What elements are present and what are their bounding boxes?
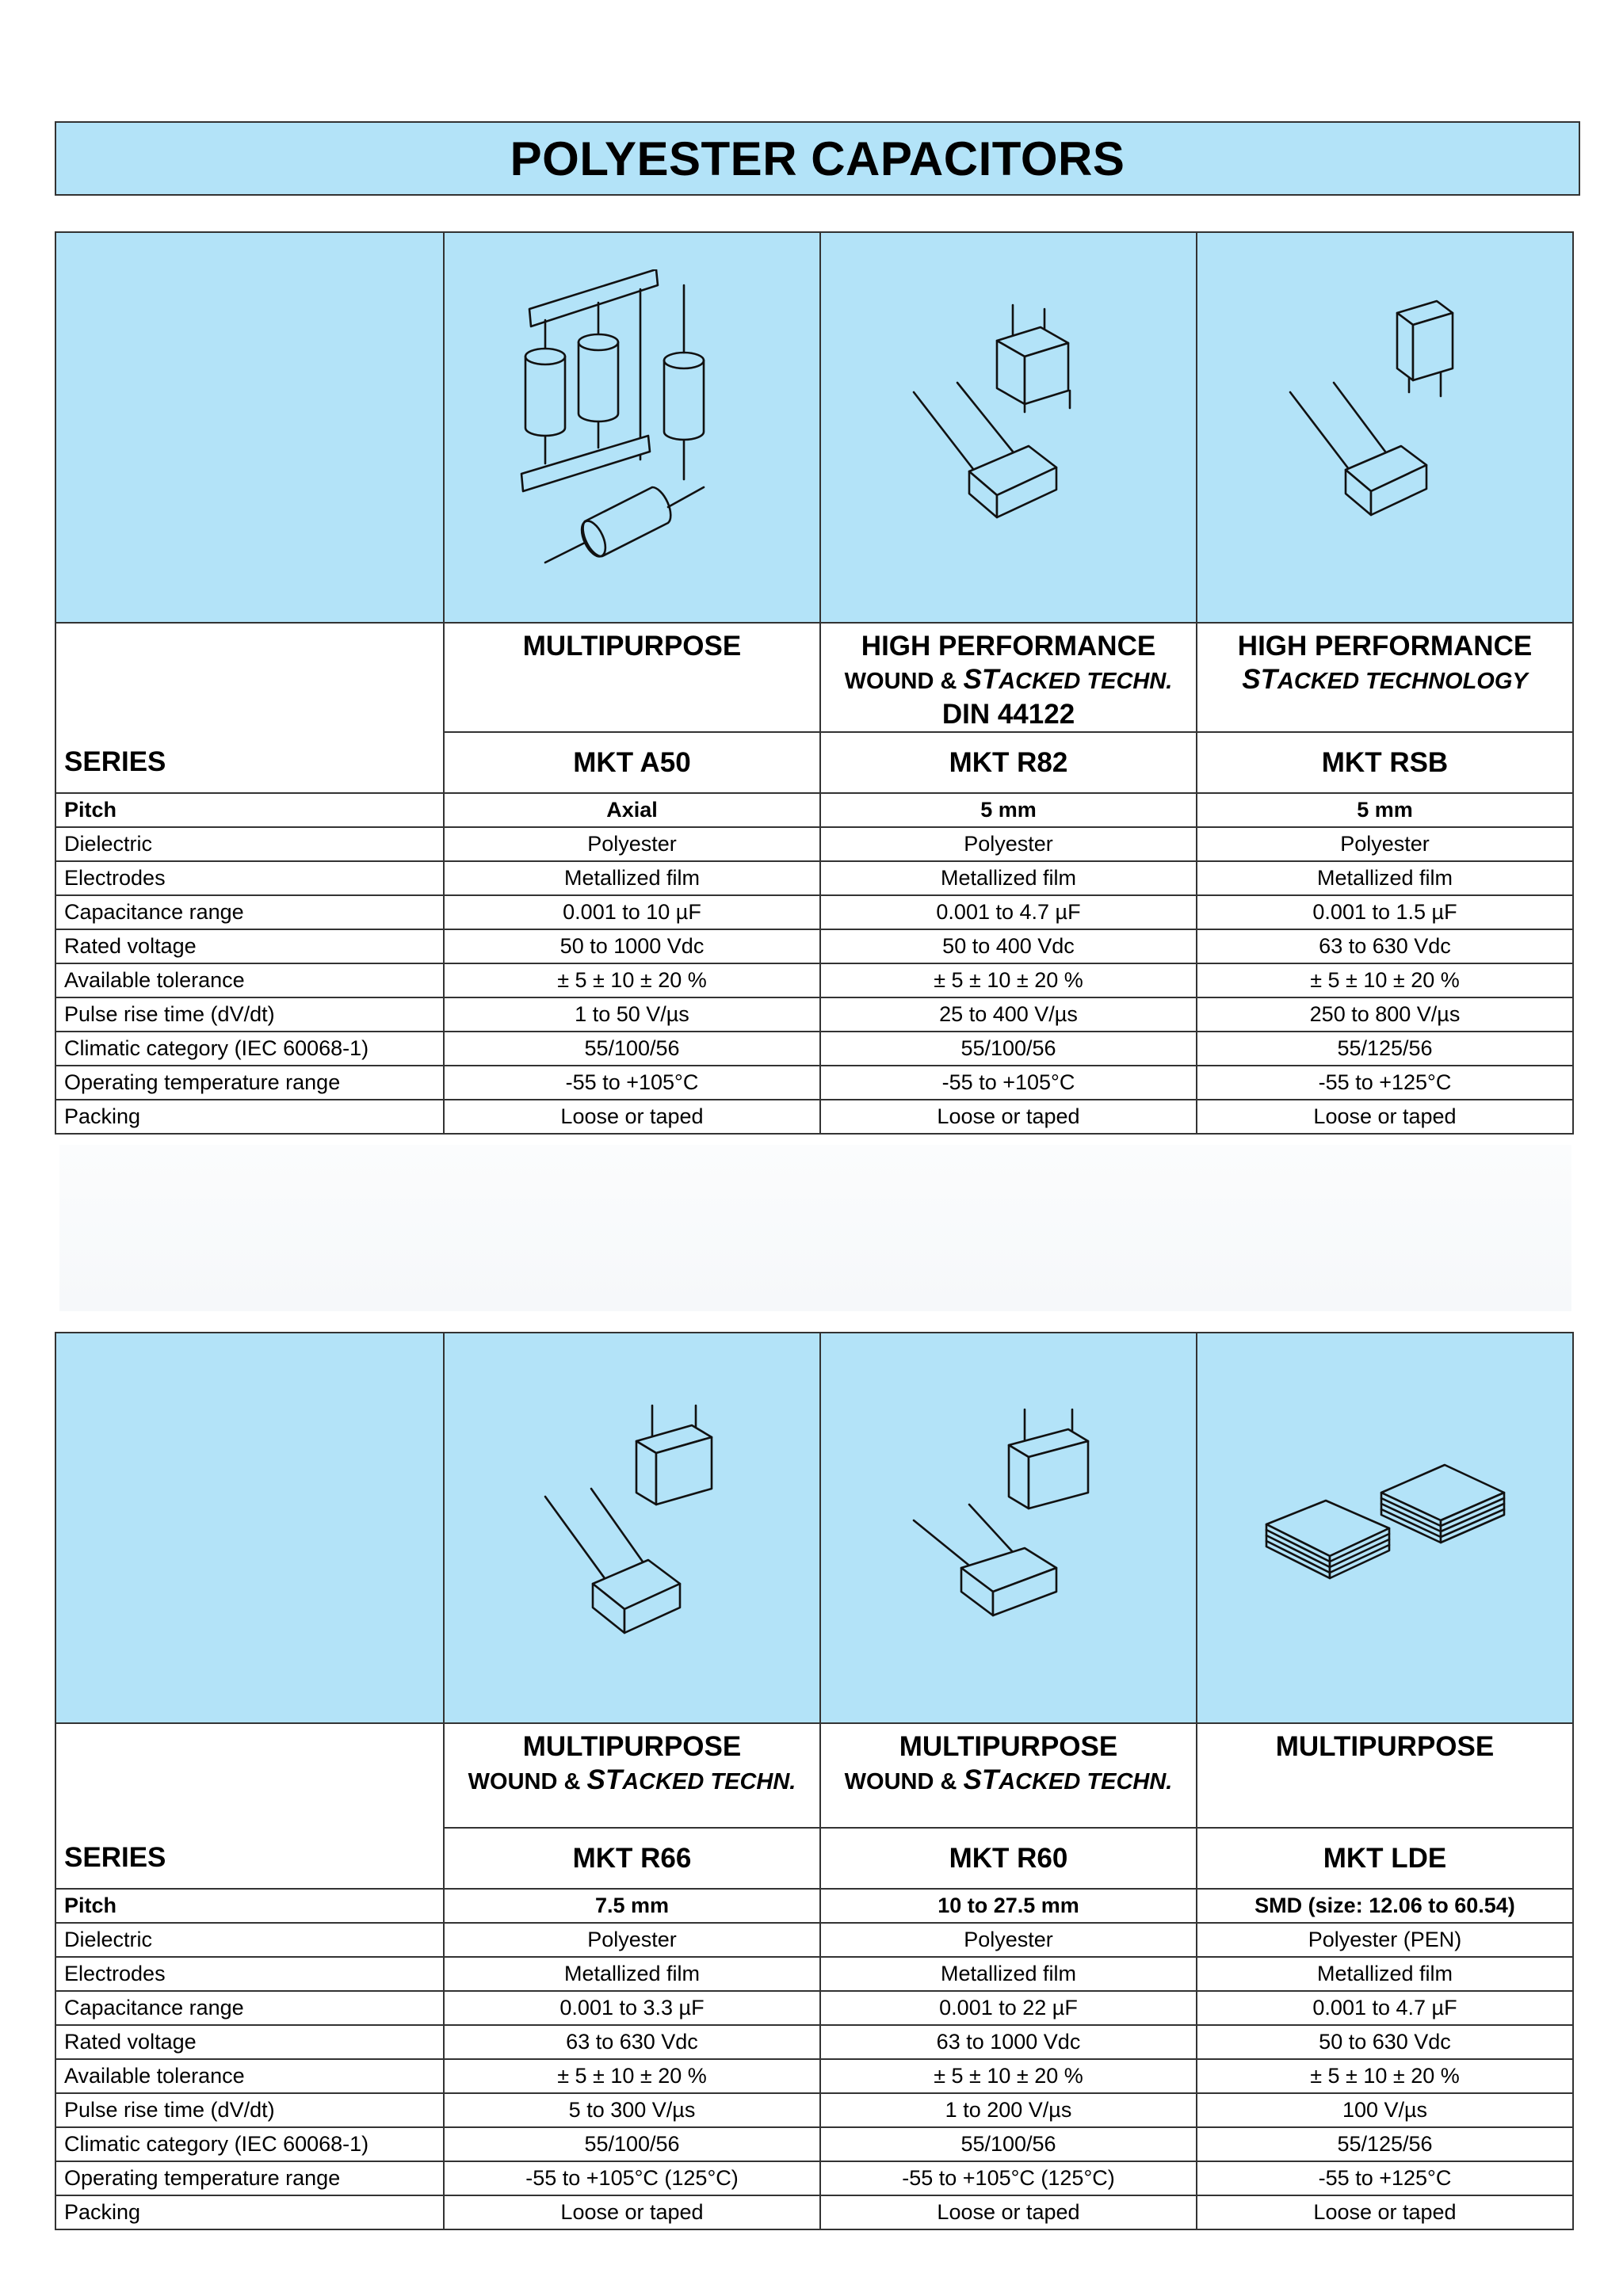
parameter-value: 5 mm bbox=[1197, 793, 1573, 827]
parameter-label: Pitch bbox=[55, 793, 444, 827]
spec-table-2 bbox=[55, 1332, 1574, 2230]
smd-capacitor-icon bbox=[1254, 1398, 1516, 1659]
parameter-value: ± 5 ± 10 ± 20 % bbox=[820, 963, 1197, 997]
category-label: HIGH PERFORMANCE bbox=[861, 631, 1156, 662]
parameter-value: 1 to 200 V/µs bbox=[820, 2093, 1197, 2127]
blank-cell bbox=[55, 1723, 444, 1828]
series-name: MKT R60 bbox=[820, 1828, 1197, 1889]
parameter-value: Axial bbox=[444, 793, 820, 827]
parameter-label: Packing bbox=[55, 2195, 444, 2229]
parameter-label: Rated voltage bbox=[55, 2025, 444, 2059]
parameter-row bbox=[55, 2093, 1573, 2127]
category-row bbox=[55, 1723, 1573, 1828]
parameter-value: Polyester bbox=[820, 1923, 1197, 1957]
series-row bbox=[55, 1828, 1573, 1889]
parameter-value: 55/100/56 bbox=[820, 2127, 1197, 2161]
category-cell bbox=[444, 1723, 820, 1828]
parameter-label: Pitch bbox=[55, 1889, 444, 1923]
parameter-label: Capacitance range bbox=[55, 895, 444, 929]
parameter-value: Loose or taped bbox=[820, 1100, 1197, 1134]
parameter-label: Electrodes bbox=[55, 1957, 444, 1991]
parameter-value: 63 to 630 Vdc bbox=[1197, 929, 1573, 963]
parameter-value: -55 to +125°C bbox=[1197, 1066, 1573, 1100]
parameter-value: -55 to +125°C bbox=[1197, 2161, 1573, 2195]
parameter-label: Dielectric bbox=[55, 827, 444, 861]
parameter-value: Loose or taped bbox=[1197, 1100, 1573, 1134]
category-label: MULTIPURPOSE bbox=[899, 1731, 1118, 1762]
parameter-value: 55/100/56 bbox=[820, 1032, 1197, 1066]
parameter-value: 5 mm bbox=[820, 793, 1197, 827]
parameter-value: Polyester bbox=[444, 1923, 820, 1957]
image-cell bbox=[1197, 1333, 1573, 1723]
parameter-rows bbox=[55, 793, 1573, 1134]
blank-image-cell bbox=[55, 232, 444, 623]
technology-label: STACKED TECHNOLOGY bbox=[1242, 664, 1528, 695]
page-title: POLYESTER CAPACITORS bbox=[510, 132, 1125, 185]
parameter-row bbox=[55, 793, 1573, 827]
parameter-value: Metallized film bbox=[1197, 861, 1573, 895]
box-capacitor-icon bbox=[906, 297, 1112, 559]
parameter-value: 0.001 to 4.7 µF bbox=[1197, 1991, 1573, 2025]
image-cell bbox=[820, 1333, 1197, 1723]
parameter-label: Electrodes bbox=[55, 861, 444, 895]
image-cell bbox=[1197, 232, 1573, 623]
parameter-value: Polyester bbox=[820, 827, 1197, 861]
parameter-value: ± 5 ± 10 ± 20 % bbox=[820, 2059, 1197, 2093]
parameter-label: Climatic category (IEC 60068-1) bbox=[55, 2127, 444, 2161]
parameter-value: 5 to 300 V/µs bbox=[444, 2093, 820, 2127]
parameter-row bbox=[55, 1957, 1573, 1991]
parameter-row bbox=[55, 895, 1573, 929]
parameter-label: Operating temperature range bbox=[55, 2161, 444, 2195]
parameter-label: Packing bbox=[55, 1100, 444, 1134]
parameter-label: Available tolerance bbox=[55, 2059, 444, 2093]
parameter-value: Polyester (PEN) bbox=[1197, 1923, 1573, 1957]
parameter-row bbox=[55, 1923, 1573, 1957]
parameter-row bbox=[55, 1032, 1573, 1066]
parameter-row bbox=[55, 929, 1573, 963]
parameter-value: ± 5 ± 10 ± 20 % bbox=[444, 2059, 820, 2093]
parameter-label: Operating temperature range bbox=[55, 1066, 444, 1100]
parameter-value: 250 to 800 V/µs bbox=[1197, 997, 1573, 1032]
parameter-value: -55 to +105°C bbox=[820, 1066, 1197, 1100]
parameter-row bbox=[55, 861, 1573, 895]
parameter-label: Pulse rise time (dV/dt) bbox=[55, 2093, 444, 2127]
parameter-value: 7.5 mm bbox=[444, 1889, 820, 1923]
technology-label: WOUND & STACKED TECHN. bbox=[468, 1764, 796, 1795]
parameter-row bbox=[55, 963, 1573, 997]
parameter-row bbox=[55, 1100, 1573, 1134]
parameter-value: SMD (size: 12.06 to 60.54) bbox=[1197, 1889, 1573, 1923]
category-cell bbox=[1197, 1723, 1573, 1828]
category-cell bbox=[820, 623, 1197, 732]
series-name: MKT R66 bbox=[444, 1828, 820, 1889]
parameter-row bbox=[55, 2025, 1573, 2059]
box-capacitor-icon bbox=[906, 1398, 1112, 1659]
parameter-value: 100 V/µs bbox=[1197, 2093, 1573, 2127]
parameter-value: Loose or taped bbox=[1197, 2195, 1573, 2229]
parameter-label: Available tolerance bbox=[55, 963, 444, 997]
category-label: MULTIPURPOSE bbox=[522, 1731, 742, 1762]
parameter-value: Metallized film bbox=[1197, 1957, 1573, 1991]
parameter-value: 55/100/56 bbox=[444, 2127, 820, 2161]
parameter-value: 50 to 1000 Vdc bbox=[444, 929, 820, 963]
axial-capacitor-icon bbox=[514, 269, 751, 586]
parameter-value: -55 to +105°C (125°C) bbox=[444, 2161, 820, 2195]
title-banner bbox=[55, 121, 1580, 196]
parameter-value: ± 5 ± 10 ± 20 % bbox=[1197, 2059, 1573, 2093]
box-capacitor-icon bbox=[1282, 297, 1488, 559]
series-name: MKT A50 bbox=[444, 732, 820, 793]
series-label: SERIES bbox=[55, 1828, 444, 1889]
parameter-row bbox=[55, 1066, 1573, 1100]
parameter-value: -55 to +105°C bbox=[444, 1066, 820, 1100]
spec-table-1 bbox=[55, 231, 1574, 1135]
category-cell bbox=[444, 623, 820, 732]
image-row bbox=[55, 232, 1573, 623]
image-cell bbox=[444, 232, 820, 623]
parameter-value: 50 to 630 Vdc bbox=[1197, 2025, 1573, 2059]
parameter-value: 63 to 630 Vdc bbox=[444, 2025, 820, 2059]
series-name: MKT RSB bbox=[1197, 732, 1573, 793]
technology-label: WOUND & STACKED TECHN. bbox=[844, 1764, 1173, 1795]
parameter-label: Pulse rise time (dV/dt) bbox=[55, 997, 444, 1032]
image-cell bbox=[444, 1333, 820, 1723]
category-label: HIGH PERFORMANCE bbox=[1237, 631, 1533, 662]
parameter-value: 55/125/56 bbox=[1197, 2127, 1573, 2161]
parameter-row bbox=[55, 997, 1573, 1032]
series-label: SERIES bbox=[55, 732, 444, 793]
category-cell bbox=[820, 1723, 1197, 1828]
parameter-value: 50 to 400 Vdc bbox=[820, 929, 1197, 963]
parameter-value: 0.001 to 4.7 µF bbox=[820, 895, 1197, 929]
technology-label: WOUND & STACKED TECHN. bbox=[844, 664, 1173, 695]
parameter-label: Rated voltage bbox=[55, 929, 444, 963]
parameter-label: Climatic category (IEC 60068-1) bbox=[55, 1032, 444, 1066]
parameter-value: Loose or taped bbox=[444, 2195, 820, 2229]
parameter-value: Polyester bbox=[1197, 827, 1573, 861]
parameter-row bbox=[55, 1889, 1573, 1923]
parameter-value: Polyester bbox=[444, 827, 820, 861]
parameter-row bbox=[55, 2127, 1573, 2161]
parameter-value: Metallized film bbox=[444, 861, 820, 895]
category-label: MULTIPURPOSE bbox=[522, 631, 742, 662]
parameter-value: ± 5 ± 10 ± 20 % bbox=[444, 963, 820, 997]
parameter-value: ± 5 ± 10 ± 20 % bbox=[1197, 963, 1573, 997]
parameter-row bbox=[55, 2059, 1573, 2093]
category-row bbox=[55, 623, 1573, 732]
parameter-row bbox=[55, 1991, 1573, 2025]
parameter-value: 25 to 400 V/µs bbox=[820, 997, 1197, 1032]
parameter-rows bbox=[55, 1889, 1573, 2229]
series-name: MKT LDE bbox=[1197, 1828, 1573, 1889]
parameter-label: Capacitance range bbox=[55, 1991, 444, 2025]
blank-separator bbox=[59, 1145, 1571, 1311]
box-capacitor-icon bbox=[529, 1398, 735, 1659]
standard-label: DIN 44122 bbox=[941, 699, 1075, 730]
parameter-value: 63 to 1000 Vdc bbox=[820, 2025, 1197, 2059]
parameter-row bbox=[55, 827, 1573, 861]
parameter-value: 1 to 50 V/µs bbox=[444, 997, 820, 1032]
parameter-value: Metallized film bbox=[820, 861, 1197, 895]
parameter-value: 10 to 27.5 mm bbox=[820, 1889, 1197, 1923]
blank-cell bbox=[55, 623, 444, 732]
parameter-value: 55/100/56 bbox=[444, 1032, 820, 1066]
series-row bbox=[55, 732, 1573, 793]
parameter-row bbox=[55, 2195, 1573, 2229]
parameter-value: 0.001 to 1.5 µF bbox=[1197, 895, 1573, 929]
parameter-value: 55/125/56 bbox=[1197, 1032, 1573, 1066]
parameter-value: -55 to +105°C (125°C) bbox=[820, 2161, 1197, 2195]
parameter-value: 0.001 to 10 µF bbox=[444, 895, 820, 929]
parameter-value: 0.001 to 3.3 µF bbox=[444, 1991, 820, 2025]
blank-image-cell bbox=[55, 1333, 444, 1723]
parameter-value: Metallized film bbox=[444, 1957, 820, 1991]
category-cell bbox=[1197, 623, 1573, 732]
parameter-value: Loose or taped bbox=[820, 2195, 1197, 2229]
parameter-row bbox=[55, 2161, 1573, 2195]
parameter-label: Dielectric bbox=[55, 1923, 444, 1957]
image-cell bbox=[820, 232, 1197, 623]
parameter-value: Loose or taped bbox=[444, 1100, 820, 1134]
parameter-value: Metallized film bbox=[820, 1957, 1197, 1991]
category-label: MULTIPURPOSE bbox=[1275, 1731, 1495, 1762]
series-name: MKT R82 bbox=[820, 732, 1197, 793]
parameter-value: 0.001 to 22 µF bbox=[820, 1991, 1197, 2025]
image-row bbox=[55, 1333, 1573, 1723]
